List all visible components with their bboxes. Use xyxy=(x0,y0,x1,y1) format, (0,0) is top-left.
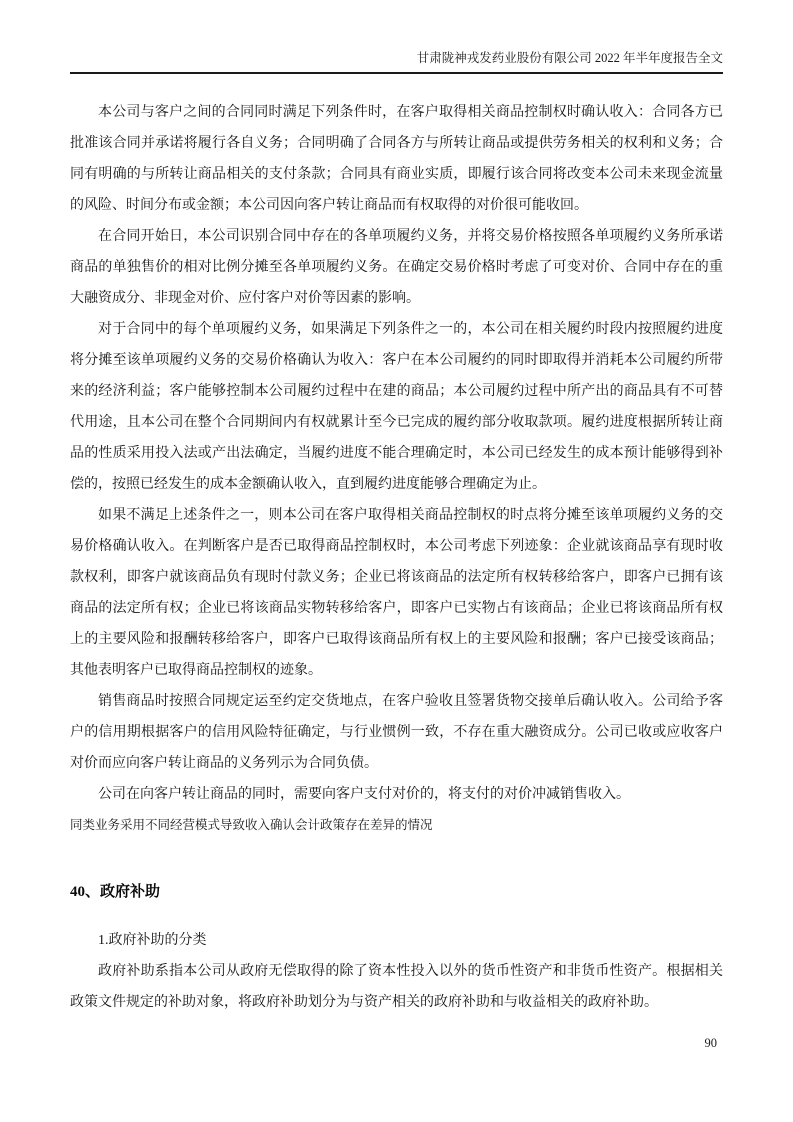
business-model-note: 同类业务采用不同经营模式导致收入确认会计政策存在差异的情况 xyxy=(70,818,433,832)
revenue-recognition-paragraph-5: 销售商品时按照合同规定运至约定交货地点，在客户验收且签署货物交接单后确认收入。公司给予客户的信用期根据客户的信用风险特征确定，与行业惯例一致，不存在重大融资成分。公司已收或应收客户对价而应向客户转让商品的义务列示为合同负债。 xyxy=(70,694,723,771)
body-text xyxy=(70,97,723,1018)
subsection-heading-grant-classification: 1.政府补助的分类 xyxy=(98,933,207,948)
revenue-recognition-paragraph-2: 在合同开始日，本公司识别合同中存在的各单项履约义务，并将交易价格按照各单项履约义务所承诺商品的单独售价的相对比例分摊至各单项履约义务。在确定交易价格时考虑了可变对价、合同中存在的重大融资成分、非现金对价、应付客户对价等因素的影响。 xyxy=(70,229,723,306)
revenue-recognition-paragraph-1: 本公司与客户之间的合同同时满足下列条件时，在客户取得相关商品控制权时确认收入：合同各方已批准该合同并承诺将履行各自义务；合同明确了合同各方与所转让商品或提供劳务相关的权利和义务；合同有明确的与所转让商品相关的支付条款；合同具有商业实质，即履行该合同将改变本公司未来现金流量的风险、时间分布或金额；本公司因向客户转让商品而有权取得的对价很可能收回。 xyxy=(70,105,723,213)
running-header: 甘肃陇神戎发药业股份有限公司 2022 年半年度报告全文 xyxy=(70,0,723,74)
revenue-recognition-paragraph-4: 如果不满足上述条件之一，则本公司在客户取得相关商品控制权的时点将分摊至该单项履约义务的交易价格确认收入。在判断客户是否已取得商品控制权时，本公司考虑下列迹象：企业就该商品享有现时收款权利，即客户就该商品负有现时付款义务；企业已将该商品的法定所有权转移给客户，即客户已拥有该商品的法定所有权；企业已将该商品实物转移给客户，即客户已实物占有该商品；企业已将该商品所有权上的主要风险和报酬转移给客户，即客户已取得该商品所有权上的主要风险和报酬；客户已接受该商品；其他表明客户已取得商品控制权的迹象。 xyxy=(70,508,723,678)
government-grants-paragraph: 政府补助系指本公司从政府无偿取得的除了资本性投入以外的货币性资产和非货币性资产。根据相关政策文件规定的补助对象，将政府补助划分为与资产相关的政府补助和与收益相关的政府补助。 xyxy=(70,964,723,1010)
revenue-recognition-paragraph-3: 对于合同中的每个单项履约义务，如果满足下列条件之一的，本公司在相关履约时段内按照履约进度将分摊至该单项履约义务的交易价格确认为收入：客户在本公司履约的同时即取得并消耗本公司履约所带来的经济利益；客户能够控制本公司履约过程中在建的商品；本公司履约过程中所产出的商品具有不可替代用途，且本公司在整个合同期间内有权就累计至今已完成的履约部分收取款项。履约进度根据所转让商品的性质采用投入法或产出法确定，当履约进度不能合理确定时，本公司已经发生的成本预计能够得到补偿的，按照已经发生的成本金额确认收入，直到履约进度能够合理确定为止。 xyxy=(70,322,723,492)
revenue-recognition-paragraph-6: 公司在向客户转让商品的同时，需要向客户支付对价的，将支付的对价冲减销售收入。 xyxy=(98,787,630,802)
section-heading-government-grants: 40、政府补助 xyxy=(70,884,161,900)
page-number: 90 xyxy=(704,1036,717,1050)
